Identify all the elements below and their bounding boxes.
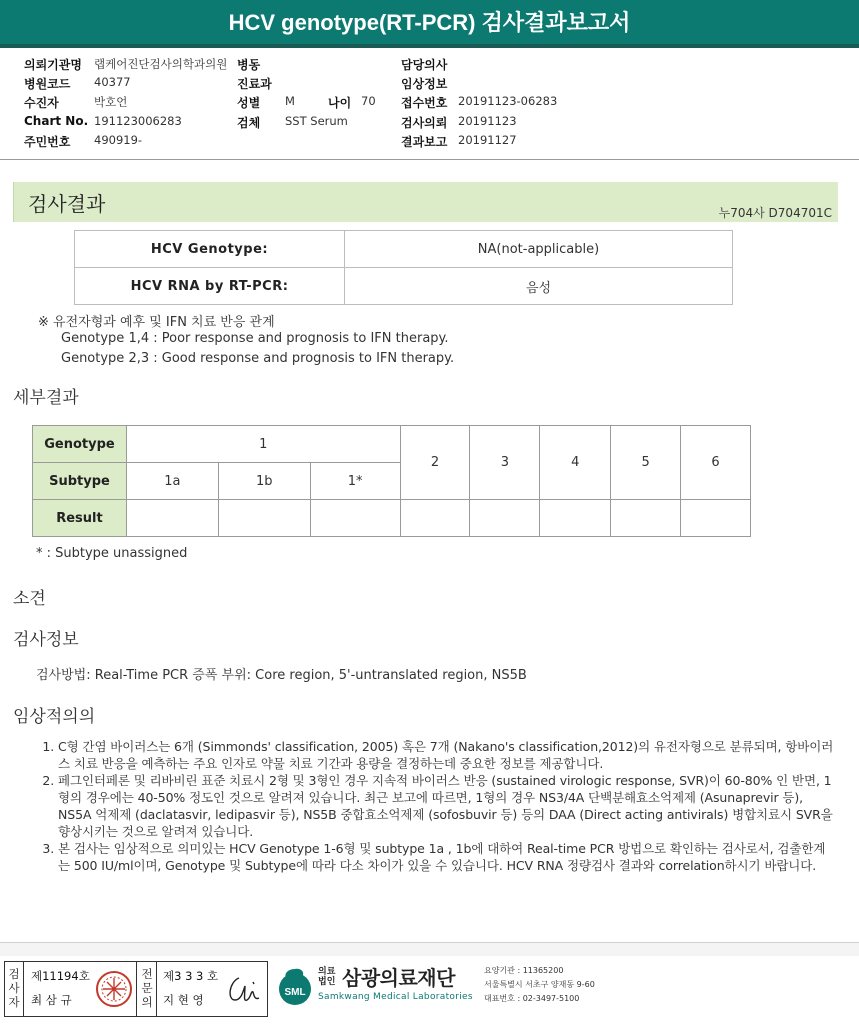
list-item: 2. 페그인터페론 및 리바비린 표준 치료시 2형 및 3형인 경우 지속적 바이러스 반응 (sustained virologic response, SVR)이 60-80% 인 반면, 1형의 경우에는 40-50% 정도인 것으로 알려져 있습니다. 최근 보고에 따르면, 1형의 경우 NS3/4A 단백분해효소억제제 (Asunaprevir 등), NS5A 억제제 (daclatasvir, ledipasvir 등), NS5B 중합효소억제제 (sofosbuvir 등) 등의 DAA (Direct acting antivirals) 병합치료시 SVR을 향상시키는 것으로 알려져 있습니다. xyxy=(58,772,836,840)
test-results-header xyxy=(13,182,838,222)
subtype-footnote: * : Subtype unassigned xyxy=(36,546,188,561)
chart-no-label: Chart No. xyxy=(24,114,89,128)
genotype-5-cell: 5 xyxy=(611,426,681,500)
subtype-1b-cell: 1b xyxy=(218,463,310,500)
test-code: 누704사 D704701C xyxy=(718,206,832,220)
test-method: 검사방법: Real-Time PCR 증폭 부위: Core region, 5'-untranslated region, NS5B xyxy=(36,668,527,683)
opinion-title: 소견 xyxy=(13,589,46,609)
request-date-value: 20191123 xyxy=(458,114,517,128)
institution-label: 의뢰기관명 xyxy=(24,58,82,72)
sex-value: M xyxy=(285,94,295,108)
result-cell xyxy=(126,500,218,537)
org-english-name: Samkwang Medical Laboratories xyxy=(318,992,473,1002)
hospital-code-value: 40377 xyxy=(94,75,131,89)
results-table xyxy=(74,230,733,305)
result-cell xyxy=(310,500,400,537)
seal-stamp-icon xyxy=(95,968,133,1010)
receipt-no-label: 접수번호 xyxy=(401,96,448,110)
divider xyxy=(156,962,157,1016)
result-report-label: 결과보고 xyxy=(401,135,448,149)
specimen-value: SST Serum xyxy=(285,114,348,128)
genotype-table xyxy=(32,425,751,537)
chart-no-value: 191123006283 xyxy=(94,114,182,128)
table-row xyxy=(33,500,751,537)
request-date-label: 검사의뢰 xyxy=(401,116,448,130)
org-phone: 대표번호 : 02-3497-5100 xyxy=(484,994,580,1003)
table-row xyxy=(75,231,733,268)
result-cell xyxy=(681,500,751,537)
result-cell xyxy=(470,500,540,537)
doctor-name: 지 현 영 xyxy=(163,993,204,1007)
hcv-genotype-value: NA(not-applicable) xyxy=(345,231,733,268)
genotype-4-cell: 4 xyxy=(540,426,611,500)
specimen-label: 검체 xyxy=(237,116,261,130)
sex-label: 성별 xyxy=(237,96,261,110)
ifn-note-heading: ※ 유전자형과 예후 및 IFN 치료 반응 관계 xyxy=(38,315,275,330)
report-title: HCV genotype(RT-PCR) 검사결과보고서 xyxy=(0,0,859,48)
clinical-significance-list xyxy=(36,738,836,874)
sml-logo-text: SML xyxy=(284,987,306,998)
doctor-vertical-label: 전문의 xyxy=(141,967,153,1009)
doctor-license-no: 제3 3 3 호 xyxy=(163,969,219,983)
subtype-header: Subtype xyxy=(33,463,127,500)
result-header: Result xyxy=(33,500,127,537)
genotype-1-cell: 1 xyxy=(126,426,400,463)
result-cell xyxy=(540,500,611,537)
table-row xyxy=(75,268,733,305)
result-cell xyxy=(218,500,310,537)
footer-divider xyxy=(0,942,859,956)
result-cell xyxy=(400,500,470,537)
sml-logo-icon xyxy=(273,963,317,1007)
test-info-title: 검사정보 xyxy=(13,630,79,650)
list-item: 1. C형 간염 바이러스는 6개 (Simmonds' classification, 2005) 혹은 7개 (Nakano's classification,2012)의 유전자형으로 분류되며, 항바이러스 치료 반응을 예측하는 주요 인자로 약물 치료 기간과 용량을 결정하는데 중요한 정보를 제공합니다. xyxy=(58,738,836,772)
result-report-value: 20191127 xyxy=(458,133,517,147)
org-code: 요양기관 : 11365200 xyxy=(484,966,564,975)
signature-box xyxy=(4,961,268,1017)
list-item: 3. 본 검사는 임상적으로 의미있는 HCV Genotype 1-6형 및 subtype 1a , 1b에 대하여 Real-time PCR 방법으로 확인하는 검사로서, 검출한계는 500 IU/ml이며, Genotype 및 Subtype에 따라 다소 차이가 있을 수 있습니다. HCV RNA 정량검사 결과와 correlation하시기 바랍니다. xyxy=(58,840,836,874)
test-results-title: 검사결과 xyxy=(28,192,106,216)
genotype-2-cell: 2 xyxy=(400,426,470,500)
org-prefix: 의료법인 xyxy=(318,967,336,987)
ward-label: 병동 xyxy=(237,58,261,72)
ifn-note-genotype-23: Genotype 2,3 : Good response and prognosis to IFN therapy. xyxy=(61,351,455,366)
divider xyxy=(23,962,24,1016)
table-row xyxy=(33,426,751,463)
id-number-label: 주민번호 xyxy=(24,135,71,149)
patient-label: 수진자 xyxy=(24,96,59,110)
age-value: 70 xyxy=(361,94,376,108)
detail-results-title: 세부결과 xyxy=(13,388,79,408)
result-cell xyxy=(611,500,681,537)
hcv-rna-label: HCV RNA by RT-PCR: xyxy=(75,268,345,305)
genotype-3-cell: 3 xyxy=(470,426,540,500)
hospital-code-label: 병원코드 xyxy=(24,77,71,91)
tester-license-no: 제11194호 xyxy=(31,969,90,983)
genotype-header: Genotype xyxy=(33,426,127,463)
subtype-1star-cell: 1* xyxy=(310,463,400,500)
hcv-genotype-label: HCV Genotype: xyxy=(75,231,345,268)
subtype-1a-cell: 1a xyxy=(126,463,218,500)
org-name: 삼광의료재단 xyxy=(342,966,455,990)
clinical-info-label: 임상정보 xyxy=(401,77,448,91)
hcv-rna-value: 음성 xyxy=(345,268,733,305)
org-address: 서울특별시 서초구 양재동 9-60 xyxy=(484,980,595,989)
genotype-6-cell: 6 xyxy=(681,426,751,500)
patient-value: 박호언 xyxy=(94,95,128,109)
tester-vertical-label: 검사자 xyxy=(8,967,20,1009)
divider xyxy=(136,962,137,1016)
ifn-note-genotype-14: Genotype 1,4 : Poor response and prognosis to IFN therapy. xyxy=(61,331,449,346)
doctor-label: 담당의사 xyxy=(401,58,448,72)
department-label: 진료과 xyxy=(237,77,272,91)
institution-value: 랩케어진단검사의학과의원 xyxy=(94,57,228,71)
patient-info-block xyxy=(0,52,859,160)
age-label: 나이 xyxy=(328,96,352,110)
receipt-no-value: 20191123-06283 xyxy=(458,94,558,108)
clinical-significance-title: 임상적의의 xyxy=(13,707,96,727)
signature-icon xyxy=(223,972,265,1008)
id-number-value: 490919- xyxy=(94,133,143,147)
organization-contact xyxy=(484,964,595,1006)
tester-name: 최 삼 규 xyxy=(31,993,72,1007)
